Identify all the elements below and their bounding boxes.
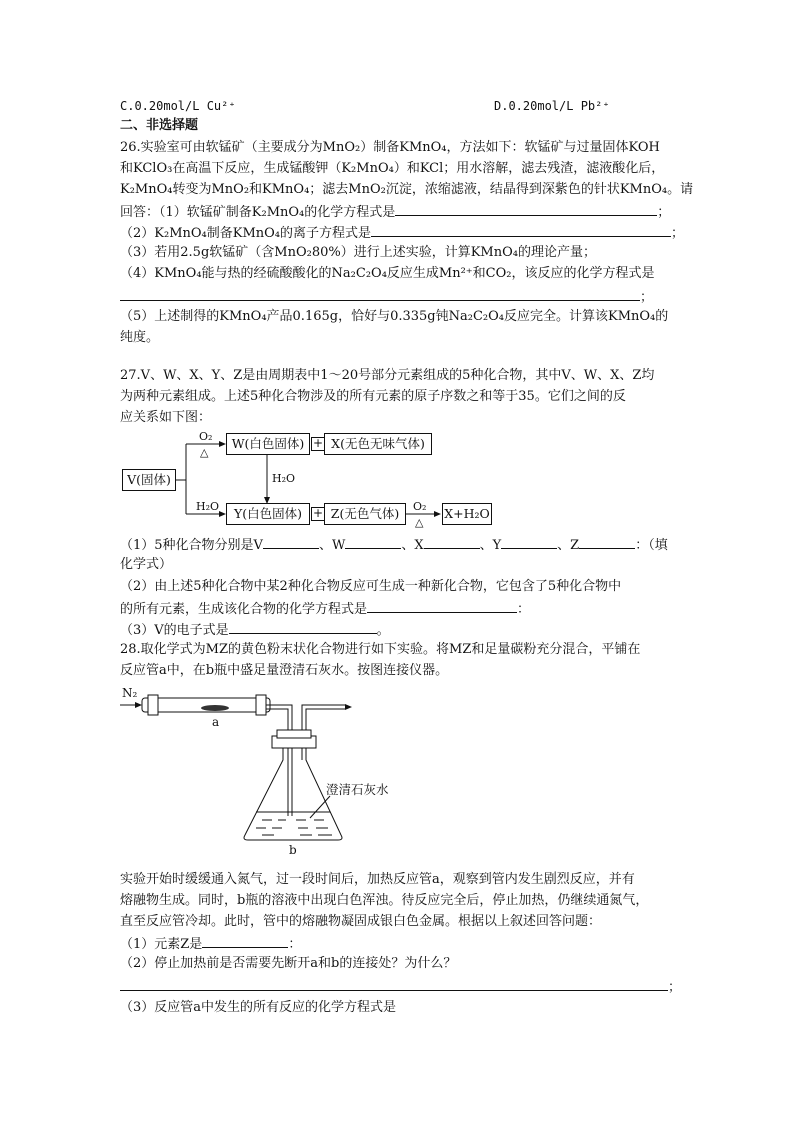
limewater-pointer xyxy=(310,796,330,818)
connector-tube-inner xyxy=(266,709,288,816)
label-heat-top: △ xyxy=(200,446,209,459)
option-d: D.0.20mol/L Pb²⁺ xyxy=(494,99,610,113)
q26-line1: 26.实验室可由软锰矿（主要成分为MnO₂）制备KMnO₄，方法如下：软锰矿与过量固体KOH xyxy=(120,140,660,155)
q26-part2-semicolon: ； xyxy=(671,226,685,241)
diagram-product-box: X+H₂O xyxy=(442,503,492,525)
powder-mz xyxy=(201,705,229,711)
q28-line4: 熔融物生成。同时，b瓶的溶液中出现白色浑浊。待反应完全后，停止加热，仍继续通氮气， xyxy=(120,893,649,908)
q26-line2: 和KClO₃在高温下反应，生成锰酸钾（K₂MnO₄）和KCl；用水溶解，滤去残渣，滤液酸化后， xyxy=(120,161,665,176)
q27-label-y: 、Y xyxy=(479,538,502,553)
q28-part1-line xyxy=(120,934,301,954)
liquid-hatching xyxy=(256,820,332,835)
q28-line5: 直至反应管冷却。此时，管中的熔融物凝固成银白色金属。根据以上叙述回答问题： xyxy=(120,914,602,929)
diagram-y-box: Y(白色固体) xyxy=(226,503,310,525)
q27-label-z: 、Z xyxy=(557,538,580,553)
q28-part1-end: ： xyxy=(288,937,302,952)
q27-part3-end: 。 xyxy=(376,623,390,638)
q26-part1-text: 回答：（1）软锰矿制备K₂MnO₄的化学方程式是 xyxy=(120,205,396,220)
q27-part1-end: ：（填 xyxy=(635,538,668,553)
q27-part2-line1: （2）由上述5种化合物中某2种化合物反应可生成一种新化合物，它包含了5种化合物中 xyxy=(120,579,622,594)
q28-part2-answer-line xyxy=(120,977,681,997)
diagram-plus-bottom: + xyxy=(312,506,324,520)
q27-label-x: 、X xyxy=(401,538,424,553)
q27-part2-text: 的所有元素，生成该化合物的化学方程式是 xyxy=(120,602,368,617)
q26-line6: （3）若用2.5g软锰矿（含MnO₂80%）进行上述实验，计算KMnO₄的理论产量； xyxy=(120,245,596,260)
q26-line8: （5）上述制得的KMnO₄产品0.165g，恰好与0.335g钝Na₂C₂O₄反应完全。计算该KMnO₄的 xyxy=(120,309,669,324)
label-limewater: 澄清石灰水 xyxy=(326,782,389,797)
flask-stopper-top xyxy=(277,730,311,738)
q27-label-w: 、W xyxy=(318,538,346,553)
q27-part3-text: （3）V的电子式是 xyxy=(120,623,229,638)
q28-line2: 反应管a中，在b瓶中盛足量澄清石灰水。按图连接仪器。 xyxy=(120,663,449,678)
q26-line7: （4）KMnO₄能与热的经硫酸酸化的Na₂C₂O₄反应生成Mn²⁺和CO₂，该反应的化学方程式是 xyxy=(120,266,655,281)
q28-part1-text: （1）元素Z是 xyxy=(120,937,203,952)
label-heat-right: △ xyxy=(415,516,424,529)
q28-part2-end: ； xyxy=(668,980,682,995)
q28-line1: 28.取化学式为MZ的黄色粉末状化合物进行如下实验。将MZ和足量碳粉充分混合，平铺在 xyxy=(120,642,641,657)
q28-part1-blank[interactable] xyxy=(202,934,288,948)
exit-arrow-head xyxy=(345,704,352,710)
diagram-plus-top: + xyxy=(312,436,324,450)
q28-line3: 实验开始时缓缓通入氮气，过一段时间后，加热反应管a，观察到管内发生剧烈反应，并有 xyxy=(120,872,635,887)
q26-line9: 纯度。 xyxy=(120,330,160,345)
diagram-v-box: V(固体) xyxy=(122,469,176,491)
section-title: 二、非选择题 xyxy=(120,118,199,133)
q28-part3-line: （3）反应管a中发生的所有反应的化学方程式是 xyxy=(120,1000,397,1015)
label-flask-b: b xyxy=(289,843,297,857)
q27-line1: 27.V、W、X、Y、Z是由周期表中1～20号部分元素组成的5种化合物，其中V、W、X、Z均 xyxy=(120,368,655,383)
label-o2-right: O₂ xyxy=(413,500,427,513)
option-c: C.0.20mol/L Cu²⁺ xyxy=(120,99,236,113)
q27-part2-end: ： xyxy=(517,602,531,617)
q27-part1-line2: 化学式） xyxy=(120,557,173,572)
label-h2o-mid: H₂O xyxy=(272,472,296,485)
q26-part4-semicolon: ； xyxy=(640,290,654,305)
diagram-w-box: W(白色固体) xyxy=(226,433,310,455)
label-tube-a: a xyxy=(212,715,220,729)
q28-part2-line: （2）停止加热前是否需要先断开a和b的连接处？为什么？ xyxy=(120,956,457,971)
diagram-z-box: Z(无色气体) xyxy=(324,503,406,525)
label-n2: N₂ xyxy=(122,686,138,700)
q28-part2-blank[interactable] xyxy=(120,977,668,991)
q27-line2: 为两种元素组成。上述5种化合物涉及的所有元素的原子序数之和等于35。它们之间的反 xyxy=(120,389,626,404)
n2-arrow-head xyxy=(135,702,142,708)
q27-line3: 应关系如下图： xyxy=(120,410,212,425)
q26-part1-semicolon: ； xyxy=(657,205,671,220)
q27-part1-text: （1）5种化合物分别是V xyxy=(120,538,263,553)
q26-part2-text: （2）K₂MnO₄制备KMnO₄的离子方程式是 xyxy=(120,226,372,241)
q26-line3: K₂MnO₄转变为MnO₂和KMnO₄；滤去MnO₂沉淀，浓缩滤液，结晶得到深紫色的针状KMnO₄。请 xyxy=(120,182,694,197)
label-o2-top: O₂ xyxy=(199,430,213,443)
tube-stopper-right xyxy=(256,695,266,715)
tube-stopper-left xyxy=(148,695,158,715)
exit-tube-inner xyxy=(306,709,345,760)
diagram-x-box: X(无色无味气体) xyxy=(324,433,432,455)
label-h2o-left: H₂O xyxy=(196,500,220,513)
